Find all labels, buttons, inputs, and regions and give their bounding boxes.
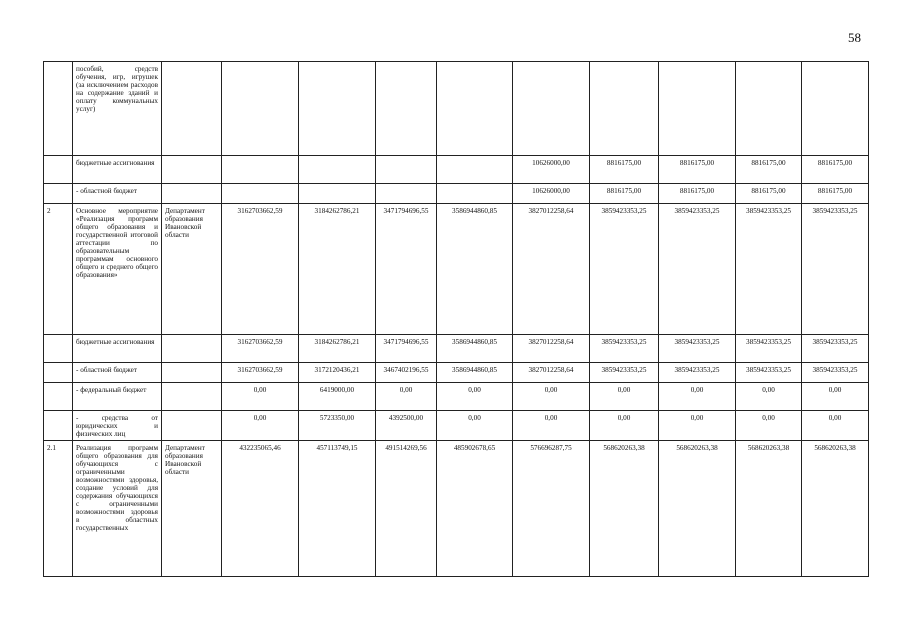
amount-cell: 8816175,00 [802,184,869,204]
row-executor-cell [162,184,222,204]
row-name-cell: пособий, средств обучения, игр, игрушек (за исключением расходов на содержание зданий и оплату коммунальных услуг) [73,62,162,156]
amount-cell: 4392500,00 [376,411,437,441]
row-number-cell [44,411,73,441]
amount-cell: 0,00 [513,411,590,441]
amount-cell: 3859423353,25 [736,335,802,363]
amount-cell: 3859423353,25 [802,204,869,335]
table-row [44,411,869,441]
amount-cell: 8816175,00 [659,156,736,184]
amount-cell [437,62,513,156]
amount-cell: 3859423353,25 [802,335,869,363]
amount-cell [299,62,376,156]
amount-cell [299,184,376,204]
amount-cell: 0,00 [802,411,869,441]
amount-cell: 0,00 [376,383,437,411]
amount-cell: 3859423353,25 [659,363,736,383]
row-number-cell [44,383,73,411]
amount-cell: 3471794696,55 [376,335,437,363]
row-number-cell [44,363,73,383]
amount-cell: 8816175,00 [736,184,802,204]
amount-cell: 6419000,00 [299,383,376,411]
amount-cell: 3467402196,55 [376,363,437,383]
amount-cell: 3859423353,25 [659,204,736,335]
amount-cell: 8816175,00 [736,156,802,184]
amount-cell: 10626000,00 [513,156,590,184]
row-number-cell [44,156,73,184]
amount-cell: 0,00 [590,411,659,441]
amount-cell [659,62,736,156]
row-name-cell: - федеральный бюджет [73,383,162,411]
row-name-cell: бюджетные ассигнования [73,156,162,184]
amount-cell [437,156,513,184]
amount-cell: 3172120436,21 [299,363,376,383]
amount-cell: 3859423353,25 [736,204,802,335]
amount-cell [299,156,376,184]
amount-cell: 457113749,15 [299,441,376,577]
row-number-cell [44,184,73,204]
amount-cell: 0,00 [659,383,736,411]
amount-cell: 0,00 [222,383,299,411]
amount-cell: 485902678,65 [437,441,513,577]
amount-cell: 3827012258,64 [513,204,590,335]
amount-cell: 8816175,00 [590,156,659,184]
amount-cell: 432235065,46 [222,441,299,577]
amount-cell: 3859423353,25 [659,335,736,363]
table-row [44,363,869,383]
row-executor-cell [162,156,222,184]
amount-cell: 10626000,00 [513,184,590,204]
amount-cell: 568620263,38 [659,441,736,577]
row-executor-cell [162,62,222,156]
amount-cell: 3586944860,85 [437,204,513,335]
table-row [44,184,869,204]
amount-cell: 568620263,38 [802,441,869,577]
table-row [44,441,869,577]
row-executor-cell [162,411,222,441]
row-name-cell: Реализация программ общего образования для обучающихся с ограниченными возможностями здоровья, создание условий для содержания обучающихся с ограниченными возможностями здоровья в областных государственных [73,441,162,577]
table-row [44,62,869,156]
amount-cell [222,62,299,156]
amount-cell [736,62,802,156]
amount-cell: 3586944860,85 [437,363,513,383]
amount-cell [222,184,299,204]
table-row [44,383,869,411]
amount-cell: 491514269,56 [376,441,437,577]
amount-cell: 3184262786,21 [299,204,376,335]
amount-cell: 3859423353,25 [590,204,659,335]
amount-cell: 0,00 [222,411,299,441]
row-executor-cell [162,335,222,363]
amount-cell [222,156,299,184]
row-executor-cell: Департамент образования Ивановской области [162,204,222,335]
amount-cell: 568620263,38 [736,441,802,577]
amount-cell: 0,00 [437,383,513,411]
row-name-cell: бюджетные ассигнования [73,335,162,363]
amount-cell: 0,00 [513,383,590,411]
amount-cell: 0,00 [802,383,869,411]
row-name-cell: - областной бюджет [73,184,162,204]
row-executor-cell: Департамент образования Ивановской области [162,441,222,577]
budget-table [43,61,869,577]
row-number-cell: 2 [44,204,73,335]
row-name-cell: - средства от юридических и физических лиц [73,411,162,441]
amount-cell [590,62,659,156]
amount-cell: 3859423353,25 [590,335,659,363]
row-number-cell [44,335,73,363]
amount-cell: 3827012258,64 [513,335,590,363]
page-number: 58 [848,30,861,45]
amount-cell: 5723350,00 [299,411,376,441]
row-name-cell: Основное мероприятие «Реализация программ общего образования и государственной итоговой аттестации по образовательным программам основного общего и среднего общего образования» [73,204,162,335]
amount-cell: 3162703662,59 [222,363,299,383]
amount-cell: 3184262786,21 [299,335,376,363]
amount-cell: 3859423353,25 [590,363,659,383]
amount-cell: 0,00 [590,383,659,411]
row-number-cell [44,62,73,156]
amount-cell: 3162703662,59 [222,204,299,335]
amount-cell: 8816175,00 [802,156,869,184]
amount-cell [802,62,869,156]
row-executor-cell [162,383,222,411]
amount-cell: 0,00 [736,411,802,441]
amount-cell: 3162703662,59 [222,335,299,363]
amount-cell [437,184,513,204]
amount-cell [376,62,437,156]
amount-cell: 8816175,00 [659,184,736,204]
table-row [44,335,869,363]
amount-cell: 3586944860,85 [437,335,513,363]
amount-cell [376,184,437,204]
amount-cell: 3859423353,25 [736,363,802,383]
amount-cell: 576696287,75 [513,441,590,577]
amount-cell: 3471794696,55 [376,204,437,335]
row-name-cell: - областной бюджет [73,363,162,383]
amount-cell: 568620263,38 [590,441,659,577]
amount-cell [376,156,437,184]
amount-cell: 3827012258,64 [513,363,590,383]
amount-cell: 0,00 [736,383,802,411]
amount-cell: 0,00 [437,411,513,441]
row-executor-cell [162,363,222,383]
table-row [44,156,869,184]
amount-cell: 8816175,00 [590,184,659,204]
row-number-cell: 2.1 [44,441,73,577]
amount-cell: 0,00 [659,411,736,441]
amount-cell [513,62,590,156]
table-row [44,204,869,335]
amount-cell: 3859423353,25 [802,363,869,383]
